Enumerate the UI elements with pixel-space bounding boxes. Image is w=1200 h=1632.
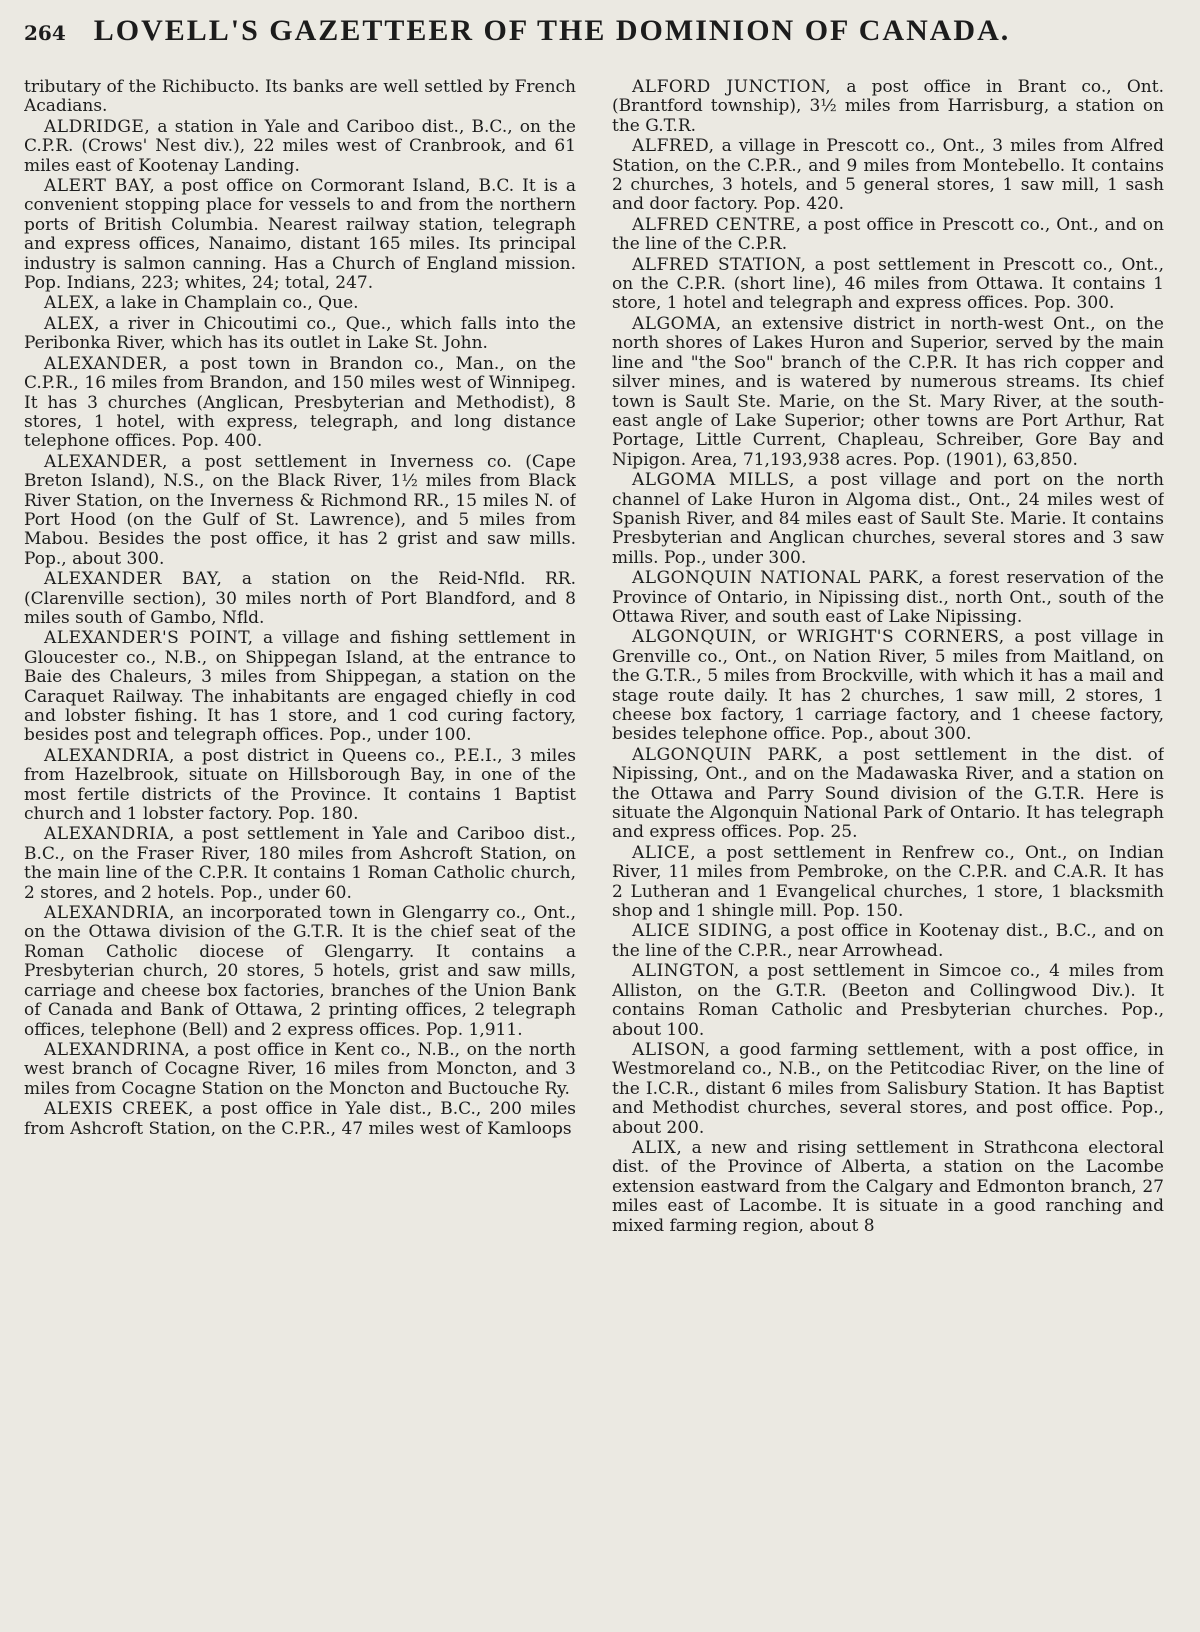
gazetteer-entry — [24, 118, 576, 176]
entry-text: a lake in Champlain co., Que. — [99, 293, 359, 314]
running-title: LOVELL'S GAZETTEER OF THE DOMINION OF CANADA. — [93, 14, 1011, 47]
entry-text: tributary of the Richibucto. Its banks are well settled by French Acadians. — [24, 78, 576, 117]
entry-headword: ALGONQUIN NATIONAL PARK, — [632, 568, 925, 589]
gazetteer-entry — [24, 177, 576, 293]
gazetteer-entry — [24, 78, 576, 117]
gazetteer-entry — [24, 355, 576, 452]
entry-text: a village and fishing settlement in Gloucester co., N.B., on Shippegan Island, at the entrance to Baie des Chaleurs, 3 miles from Shippegan, a station on the Caraquet Railway. The inhabitants are engaged chiefly in cod and lobster fishing. It has 1 store, and 1 cod curing factory, besides post and telegraph offices. Pop., under 100. — [24, 628, 576, 746]
entry-headword: ALFRED STATION, — [632, 254, 807, 275]
entry-headword: ALIX, — [632, 1137, 683, 1158]
gazetteer-entry — [612, 1041, 1164, 1138]
entry-headword: ALISON, — [632, 1039, 711, 1060]
entry-text: a post village in Grenville co., Ont., on Nation River, 5 miles from Maitland, on the G.T.R., 5 miles from Brockville, with which it has a mail and stage route daily. It has 2 churches, 1 saw mill, 2 stores, 1 cheese box factory, 1 carriage factory, and 1 cheese factory, besides telephone office. Pop., about 300. — [612, 627, 1164, 745]
gazetteer-entry — [24, 1041, 576, 1099]
left-column — [24, 78, 576, 1622]
entry-headword: ALGOMA MILLS, — [632, 470, 796, 491]
entry-headword: ALGONQUIN PARK, — [632, 744, 824, 765]
entry-headword: ALEXANDER, — [44, 353, 168, 374]
entry-text: an incorporated town in Glengarry co., Ont., on the Ottawa division of the G.T.R. It is the chief seat of the Roman Catholic diocese of Glengarry. It contains a Presbyterian church, 20 stores, 5 hotels, grist and saw mills, carriage and cheese box factories, branches of the Union Bank of Canada and Bank of Ottawa, 2 printing offices, 2 telegraph offices, telephone (Bell) and 2 express offices. Pop. 1,911. — [24, 903, 576, 1040]
entry-text: a post office in Kootenay dist., B.C., and on the line of the C.P.R., near Arrowhead. — [612, 921, 1164, 961]
gazetteer-entry — [612, 471, 1164, 568]
entry-headword: ALERT BAY, — [44, 176, 156, 197]
page-header — [24, 14, 1176, 54]
entry-text: a post town in Brandon co., Man., on the C.P.R., 16 miles from Brandon, and 150 miles west of Winnipeg. It has 3 churches (Anglican, Presbyterian and Methodist), 8 stores, 1 hotel, with express, telegraph, and long distance telephone offices. Pop. 400. — [24, 353, 576, 452]
gazetteer-entry — [24, 1100, 576, 1139]
entry-headword: ALEXANDRINA, — [44, 1039, 191, 1060]
entry-headword: ALFORD JUNCTION, — [632, 78, 832, 97]
entry-headword: ALEX, — [44, 293, 100, 314]
entry-headword: ALEXANDER'S POINT, — [44, 628, 254, 649]
gazetteer-entry — [24, 315, 576, 354]
entry-text: a post settlement in Prescott co., Ont., on the C.P.R. (short line), 46 miles from Ottawa. It contains 1 store, 1 hotel and telegraph and express offices. Pop. 300. — [612, 254, 1164, 314]
gazetteer-entry — [24, 747, 576, 825]
gazetteer-entry — [612, 746, 1164, 843]
entry-text: a post village and port on the north channel of Lake Huron in Algoma dist., Ont., 24 miles west of Spanish River, and 84 miles east of Sault Ste. Marie. It contains Presbyterian and Anglican churches, several stores and 3 saw mills. Pop., under 300. — [612, 470, 1164, 568]
right-column — [612, 78, 1164, 1622]
gazetteer-entry — [612, 962, 1164, 1040]
entry-headword: ALEX, — [44, 313, 100, 334]
entry-headword: ALEXANDRIA, — [44, 903, 175, 924]
entry-text: a good farming settlement, with a post office, in Westmoreland co., N.B., on the Petitcodiac River, on the line of the I.C.R., distant 6 miles from Salisbury Station. It has Baptist and Methodist churches, several stores, and post office. Pop., about 200. — [612, 1039, 1164, 1138]
gazetteer-entry — [24, 629, 576, 745]
entry-headword: ALEXANDER, — [44, 451, 168, 472]
gazetteer-entry — [612, 569, 1164, 627]
entry-text: a forest reservation of the Province of Ontario, in Nipissing dist., north Ont., south of the Ottawa River, and south east of Lake Nipissing. — [612, 568, 1164, 627]
entry-text: a post office in Prescott co., Ont., and on the line of the C.P.R. — [612, 214, 1164, 255]
gazetteer-entry — [24, 904, 576, 1040]
entry-text: a post settlement in Inverness co. (Cape Breton Island), N.S., on the Black River, 1½ miles from Black River Station, on the Inverness & Richmond RR., 15 miles N. of Port Hood (on the Gulf of St. Lawrence), and 5 miles from Mabou. Besides the post office, it has 2 grist and saw mills. Pop., about 300. — [24, 451, 576, 569]
entry-headword: ALEXANDRIA, — [44, 745, 175, 766]
entry-text: a post district in Queens co., P.E.I., 3 miles from Hazelbrook, situate on Hillsborough Bay, in one of the most fertile districts of the Province. It contains 1 Baptist church and 1 lobster factory. Pop. 180. — [24, 745, 576, 825]
gazetteer-entry — [612, 256, 1164, 314]
entry-text: a post office in Yale dist., B.C., 200 miles from Ashcroft Station, on the C.P.R., 47 miles west of Kamloops — [24, 1099, 576, 1139]
entry-text: a post office in Brant co., Ont. (Brantford township), 3½ miles from Harrisburg, a station on the G.T.R. — [612, 78, 1164, 136]
entry-text: a new and rising settlement in Strathcona electoral dist. of the Province of Alberta, a station on the Lacombe extension eastward from the Calgary and Edmonton branch, 27 miles east of Lacombe. It is situate in a good ranching and mixed farming region, about 8 — [612, 1137, 1164, 1236]
entry-headword: ALEXANDRIA, — [44, 824, 175, 845]
gazetteer-entry — [612, 844, 1164, 922]
entry-text: a post office in Kent co., N.B., on the north west branch of Cocagne River, 16 miles from Moncton, and 3 miles from Cocagne Station on the Moncton and Buctouche Ry. — [24, 1039, 576, 1099]
entry-text: a station on the Reid-Nfld. RR. (Clarenville section), 30 miles north of Port Blandford, and 8 miles south of Gambo, Nfld. — [24, 569, 576, 628]
entry-text: a post settlement in Renfrew co., Ont., on Indian River, 11 miles from Pembroke, on the C.P.R. and C.A.R. It has 2 Lutheran and 1 Evangelical churches, 1 store, 1 blacksmith shop and 1 shingle mill. Pop. 150. — [612, 842, 1164, 922]
entry-text: a post settlement in Simcoe co., 4 miles from Alliston, on the G.T.R. (Beeton and Collingwood Div.). It contains Roman Catholic and Presbyterian churches. Pop., about 100. — [612, 961, 1164, 1040]
entry-text: a post settlement in Yale and Cariboo dist., B.C., on the Fraser River, 180 miles from Ashcroft Station, on the main line of the C.P.R. It contains 1 Roman Catholic church, 2 stores, and 2 hotels. Pop., under 60. — [24, 824, 576, 903]
entry-headword: ALFRED, — [632, 136, 715, 157]
entry-text: an extensive district in north-west Ont., on the north shores of Lakes Huron and Superior, served by the main line and "the Soo" branch of the C.P.R. It has rich copper and silver mines, and is watered by numerous streams. Its chief town is Sault Ste. Marie, on the St. Mary River, at the south-east angle of Lake Superior; other towns are Port Arthur, Rat Portage, Little Current, Chapleau, Schreiber, Gore Bay and Nipigon. Area, 71,193,938 acres. Pop. (1901), 63,850. — [612, 313, 1164, 470]
gazetteer-entry — [24, 825, 576, 903]
gazetteer-entry — [612, 922, 1164, 961]
entry-headword: ALGONQUIN, or WRIGHT'S CORNERS, — [632, 627, 1005, 648]
entry-text: a station in Yale and Cariboo dist., B.C., on the C.P.R. (Crows' Nest div.), 22 miles west of Cranbrook, and 61 miles east of Kootenay Landing. — [24, 116, 576, 176]
gazetteer-entry — [612, 315, 1164, 470]
gazetteer-entry — [24, 294, 576, 313]
entry-headword: ALDRIDGE, — [44, 116, 151, 137]
entry-headword: ALGOMA, — [632, 313, 722, 334]
entry-text: a village in Prescott co., Ont., 3 miles from Alfred Station, on the C.P.R., and 9 miles from Montebello. It contains 2 churches, 3 hotels, and 5 general stores, 1 saw mill, 1 sash and door factory. Pop. 420. — [612, 136, 1164, 215]
gazetteer-entry — [612, 1139, 1164, 1236]
entry-text: a post settlement in the dist. of Nipissing, Ont., and on the Madawaska River, and a station on the Ottawa and Parry Sound division of the G.T.R. Here is situate the Algonquin National Park of Ontario. It has telegraph and express offices. Pop. 25. — [612, 744, 1164, 843]
gazetteer-entry — [24, 570, 576, 628]
gazetteer-entry — [612, 137, 1164, 215]
entry-headword: ALICE SIDING, — [632, 921, 774, 942]
entry-text: a post office on Cormorant Island, B.C. It is a convenient stopping place for vessels to and from the northern ports of British Columbia. Nearest railway station, telegraph and express offices, Nanaimo, distant 165 miles. Its principal industry is salmon canning. Has a Church of England mission. Pop. Indians, 223; whites, 24; total, 247. — [24, 176, 576, 294]
entry-headword: ALICE, — [632, 842, 697, 863]
gazetteer-entry — [612, 78, 1164, 136]
entry-headword: ALINGTON, — [632, 961, 740, 982]
gazetteer-entry — [612, 628, 1164, 744]
entry-headword: ALEXIS CREEK, — [44, 1099, 194, 1120]
entry-headword: ALFRED CENTRE, — [632, 214, 802, 235]
entry-text: a river in Chicoutimi co., Que., which falls into the Peribonka River, which has its outlet in Lake St. John. — [24, 313, 576, 354]
gazetteer-entry — [24, 453, 576, 569]
entry-headword: ALEXANDER BAY, — [44, 569, 223, 590]
page-number: 264 — [24, 21, 66, 45]
gazetteer-entry — [612, 216, 1164, 255]
